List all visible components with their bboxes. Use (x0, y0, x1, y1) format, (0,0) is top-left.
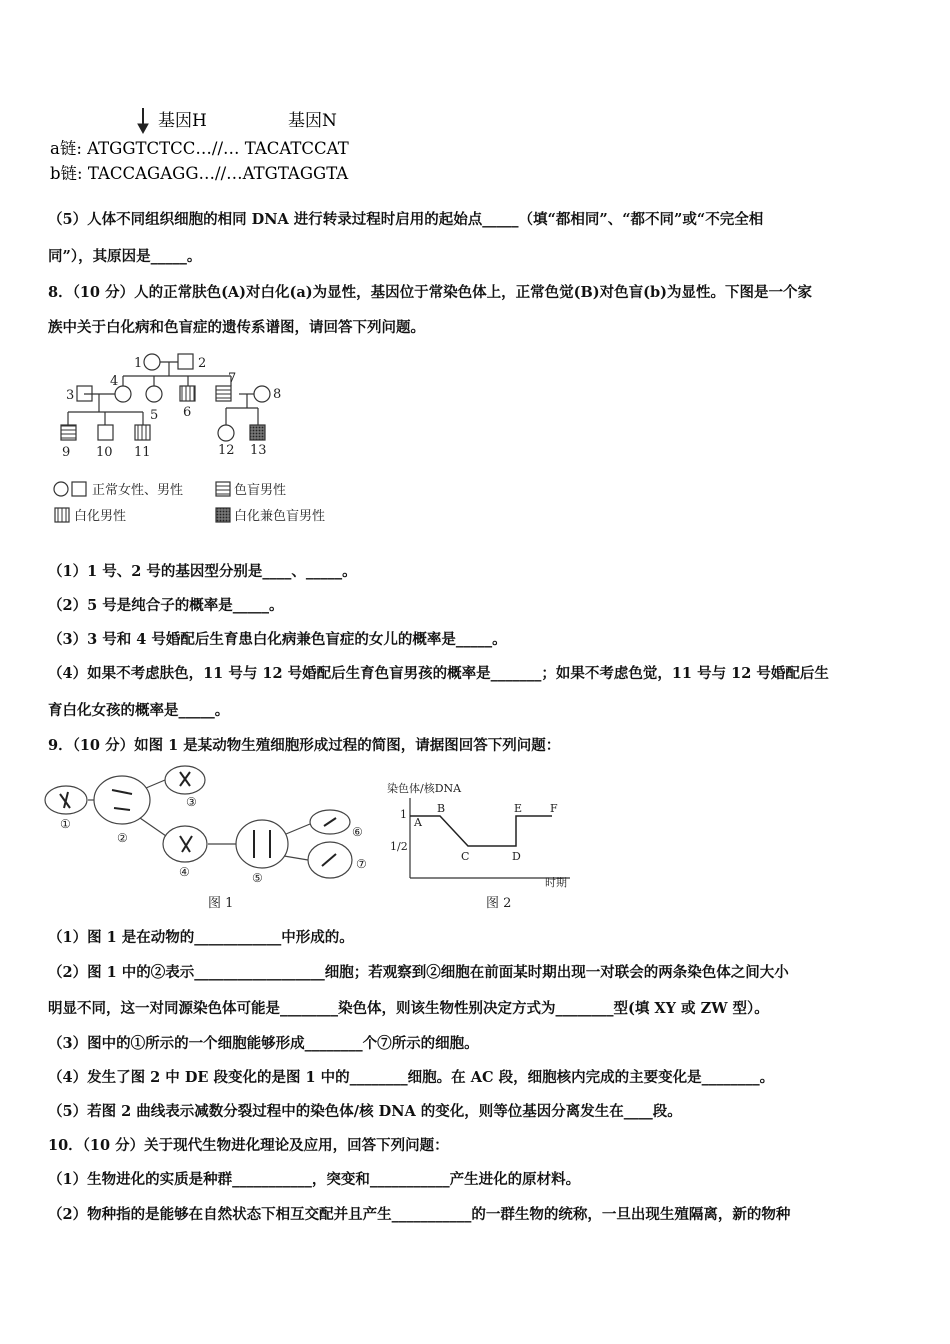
fig2-curve (410, 816, 552, 846)
id-13: 13 (250, 443, 267, 458)
arrow-head-icon (138, 124, 148, 133)
q9-p2-line1: （2）图 1 中的②表示__________________细胞；若观察到②细胞在前面某时期出现一对联会的两条染色体之间大小 (48, 964, 789, 981)
id-5: 5 (150, 408, 159, 423)
legend-female-symbol (54, 482, 68, 496)
q8-p1: （1）1 号、2 号的基因型分别是____、_____。 (48, 563, 357, 580)
q8-stem-line1: 8．（10 分）人的正常肤色(A)对白化(a)为显性，基因位于常染色体上，正常色觉(B)对色盲(b)为显性。下图是一个家 (48, 284, 812, 301)
fig1-label-2: ② (117, 831, 128, 845)
fig1-label-4: ④ (179, 865, 190, 879)
q10-stem: 10．（10 分）关于现代生物进化理论及应用，回答下列问题： (48, 1137, 449, 1154)
fig2-caption: 图 2 (486, 896, 512, 911)
q8-p4-line1: （4）如果不考虑肤色，11 号与 12 号婚配后生育色盲男孩的概率是_______；如果不考虑色觉，11 号与 12 号婚配后生 (48, 665, 829, 682)
q9-p2-line2: 明显不同，这一对同源染色体可能是________染色体，则该生物性别决定方式为________型(填 XY 或 ZW 型）。 (48, 1000, 769, 1017)
id-12: 12 (218, 443, 235, 458)
individual-6-albino-male (180, 386, 195, 401)
a-chain-label: a链: ATGGTCTCC…//… TACATCCAT (50, 139, 349, 158)
fig2-point-a: A (414, 816, 422, 829)
individual-7-colorblind-male (216, 386, 231, 401)
fig1-label-1: ① (60, 817, 71, 831)
id-2: 2 (198, 356, 207, 371)
fig1-caption: 图 1 (208, 896, 234, 911)
q7-p5-line1: （5）人体不同组织细胞的相同 DNA 进行转录过程时启用的起始点_____（填“都相同”、“都不同”或“不完全相 (48, 211, 764, 228)
q7-p5-line2: 同”），其原因是_____。 (48, 248, 202, 265)
pedigree-figure (48, 348, 358, 528)
individual-8-female (254, 386, 270, 402)
individual-12-female (218, 425, 234, 441)
fig1-label-3: ③ (186, 795, 197, 809)
gene-n-label: 基因N (288, 111, 337, 131)
cell-2 (94, 776, 150, 824)
fig2-point-f: F (550, 802, 558, 815)
id-3: 3 (66, 388, 75, 403)
legend-both-label: 白化兼色盲男性 (234, 509, 326, 524)
q9-stem: 9．（10 分）如图 1 是某动物生殖细胞形成过程的简图，请据图回答下列问题： (48, 737, 561, 754)
id-11: 11 (134, 445, 151, 460)
fig2-point-b: B (437, 802, 446, 815)
fig1-label-6: ⑥ (352, 825, 363, 839)
legend-male-symbol (72, 482, 86, 496)
legend-colorblind-label: 色盲男性 (234, 483, 287, 498)
fig2-point-d: D (512, 850, 521, 863)
legend-albino-symbol (55, 508, 69, 522)
fig1-label-7: ⑦ (356, 857, 367, 871)
fig2-point-c: C (461, 850, 470, 863)
individual-1-female (144, 354, 160, 370)
fig1-label-5: ⑤ (252, 871, 263, 885)
id-9: 9 (62, 445, 71, 460)
q10-p2: （2）物种指的是能够在自然状态下相互交配并且产生___________的一群生物的统称，一旦出现生殖隔离，新的物种 (48, 1206, 791, 1223)
fig2-tick-half: 1/2 (390, 840, 408, 853)
id-7: 7 (228, 371, 237, 386)
q8-p4-line2: 育白化女孩的概率是_____。 (48, 702, 230, 719)
id-4: 4 (110, 374, 119, 389)
legend-colorblind-symbol (216, 482, 230, 496)
q10-p1: （1）生物进化的实质是种群___________，突变和___________产生进化的原材料。 (48, 1171, 581, 1188)
id-10: 10 (96, 445, 113, 460)
gene-h-label: 基因H (158, 111, 207, 131)
individual-13-albino-colorblind-male (250, 425, 265, 440)
legend-normal-label: 正常女性、男性 (92, 483, 184, 498)
q9-p5: （5）若图 2 曲线表示减数分裂过程中的染色体/核 DNA 的变化，则等位基因分离发生在____段。 (48, 1103, 682, 1120)
fig2-ylabel: 染色体/核DNA (387, 782, 462, 795)
id-8: 8 (273, 387, 282, 402)
legend-both-symbol (216, 508, 230, 522)
individual-9-colorblind-male (61, 425, 76, 440)
q8-p3: （3）3 号和 4 号婚配后生育患白化病兼色盲症的女儿的概率是_____。 (48, 631, 507, 648)
b-chain-label: b链: TACCAGAGG…//…ATGTAGGTA (50, 164, 349, 183)
q9-figures (40, 764, 600, 914)
q8-p2: （2）5 号是纯合子的概率是_____。 (48, 597, 284, 614)
q9-p4: （4）发生了图 2 中 DE 段变化的是图 1 中的________细胞。在 AC 段，细胞核内完成的主要变化是________。 (48, 1069, 775, 1086)
fig2-tick-1: 1 (400, 808, 407, 821)
q8-stem-line2: 族中关于白化病和色盲症的遗传系谱图，请回答下列问题。 (48, 319, 425, 336)
q9-p1: （1）图 1 是在动物的____________中形成的。 (48, 929, 354, 946)
fig2-xlabel: 时期 (545, 876, 567, 889)
individual-2-male (178, 354, 193, 369)
fig2-point-e: E (514, 802, 523, 815)
dna-figure (48, 100, 388, 190)
cell-5 (236, 820, 288, 868)
id-6: 6 (183, 405, 192, 420)
individual-10-male (98, 425, 113, 440)
q9-p3: （3）图中的①所示的一个细胞能够形成________个⑦所示的细胞。 (48, 1035, 479, 1052)
legend-albino-label: 白化男性 (74, 509, 127, 524)
id-1: 1 (134, 356, 143, 371)
individual-5-female (146, 386, 162, 402)
individual-11-albino-male (135, 425, 150, 440)
